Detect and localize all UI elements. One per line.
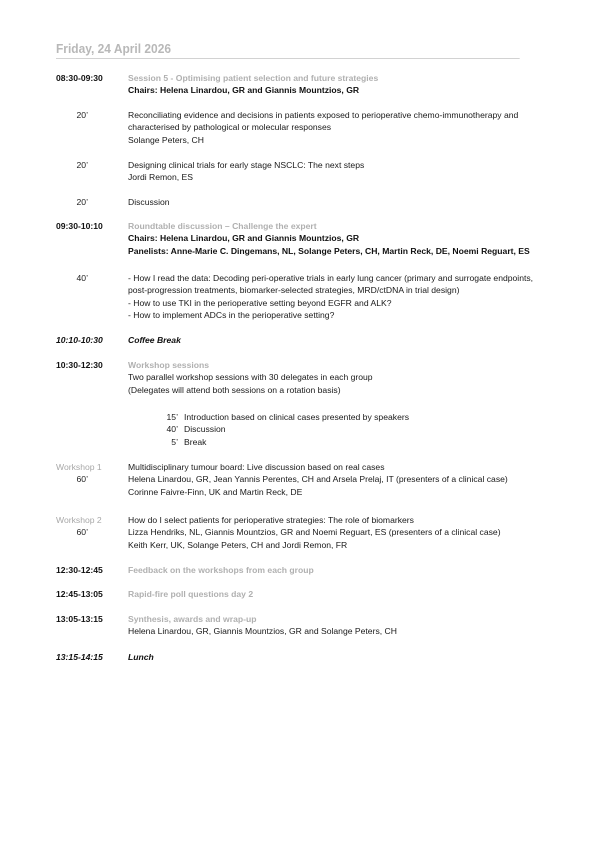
talk-duration: 20’ (76, 197, 88, 207)
topic-line: - How I read the data: Decoding peri-operative trials in early lung cancer (primary and surrogate endpoints, (128, 273, 534, 283)
workshop-title: Multidisciplinary tumour board: Live discussion based on real cases (128, 462, 385, 472)
session-time: 10:30-12:30 (56, 360, 103, 370)
talk-speaker: Solange Peters, CH (128, 134, 204, 145)
workshop-speakers: Helena Linardou, GR, Jean Yannis Perentes, CH and Arsela Prelaj, IT (presenters of a clinical case) (128, 474, 508, 485)
workshop-speakers: Keith Kerr, UK, Solange Peters, CH and Jordi Remon, FR (128, 539, 348, 550)
schedule-row (160, 423, 560, 435)
workshop-title: How do I select patients for perioperative strategies: The role of biomarkers (128, 515, 414, 525)
talk-line: Reconciliating evidence and decisions in patients exposed to perioperative chemo-immunotherapy and (128, 110, 519, 120)
session-title: Roundtable discussion – Challenge the expert (128, 221, 317, 231)
session-time: 13:05-13:15 (56, 614, 103, 624)
session-title: Synthesis, awards and wrap-up (128, 614, 257, 624)
talk-duration: 40’ (76, 273, 88, 283)
day-header: Friday, 24 April 2026 (56, 41, 520, 59)
topic-line: - How to implement ADCs in the perioperative setting? (128, 310, 335, 321)
workshop-label: Workshop 1 (56, 462, 102, 472)
workshop-speakers: Corinne Faivre-Finn, UK and Martin Reck, DE (128, 486, 303, 497)
schedule-text: Break (184, 436, 207, 447)
workshop-duration: 60’ (76, 527, 88, 538)
session-chairs: Chairs: Helena Linardou, GR and Giannis Mountzios, GR (128, 233, 360, 244)
workshop-line: (Delegates will attend both sessions on a rotation basis) (128, 384, 341, 395)
session-time: 12:45-13:05 (56, 589, 103, 599)
session-title: Rapid-fire poll questions day 2 (128, 589, 254, 599)
workshop-speakers: Lizza Hendriks, NL, Giannis Mountzios, GR and Noemi Reguart, ES (presenters of a clinical case) (128, 527, 501, 538)
session-time: 09:30-10:10 (56, 221, 103, 231)
break-label: Lunch (128, 652, 154, 662)
talk-duration: 20’ (76, 110, 88, 120)
workshop-label: Workshop 2 (56, 515, 102, 525)
schedule-minutes: 40’ (166, 424, 178, 435)
session-time: 10:10-10:30 (56, 335, 103, 345)
schedule-text: Discussion (184, 424, 226, 435)
talk-line: characterised by pathological or molecular responses (128, 122, 332, 133)
schedule-row (160, 411, 560, 423)
schedule-text: Introduction based on clinical cases presented by speakers (184, 412, 410, 422)
session-speakers: Helena Linardou, GR, Giannis Mountzios, GR and Solange Peters, CH (128, 626, 397, 637)
talk-line: Discussion (128, 197, 170, 207)
schedule-minutes: 15’ (166, 412, 178, 422)
talk-duration: 20’ (76, 160, 88, 170)
schedule-minutes: 5’ (171, 436, 178, 447)
break-label: Coffee Break (128, 335, 181, 345)
session-time: 13:15-14:15 (56, 652, 103, 662)
topic-line: - How to use TKI in the perioperative setting beyond EGFR and ALK? (128, 297, 392, 308)
session-title: Workshop sessions (128, 360, 210, 370)
session-panellists: Panelists: Anne-Marie C. Dingemans, NL, Solange Peters, CH, Martin Reck, DE, Noemi Reguart, ES (128, 245, 530, 256)
session-title: Session 5 - Optimising patient selection and future strategies (128, 73, 379, 83)
session-time: 12:30-12:45 (56, 565, 103, 575)
schedule-row (160, 436, 560, 448)
session-time: 08:30-09:30 (56, 73, 103, 83)
workshop-duration: 60’ (76, 474, 88, 485)
topic-line: post-progression treatments, biomarker-selected strategies, MRD/ctDNA in trial design) (128, 285, 460, 296)
session-chairs: Chairs: Helena Linardou, GR and Giannis Mountzios, GR (128, 85, 360, 96)
session-title: Feedback on the workshops from each group (128, 565, 314, 575)
workshop-line: Two parallel workshop sessions with 30 delegates in each group (128, 372, 373, 383)
talk-speaker: Jordi Remon, ES (128, 172, 193, 183)
talk-line: Designing clinical trials for early stage NSCLC: The next steps (128, 160, 365, 170)
